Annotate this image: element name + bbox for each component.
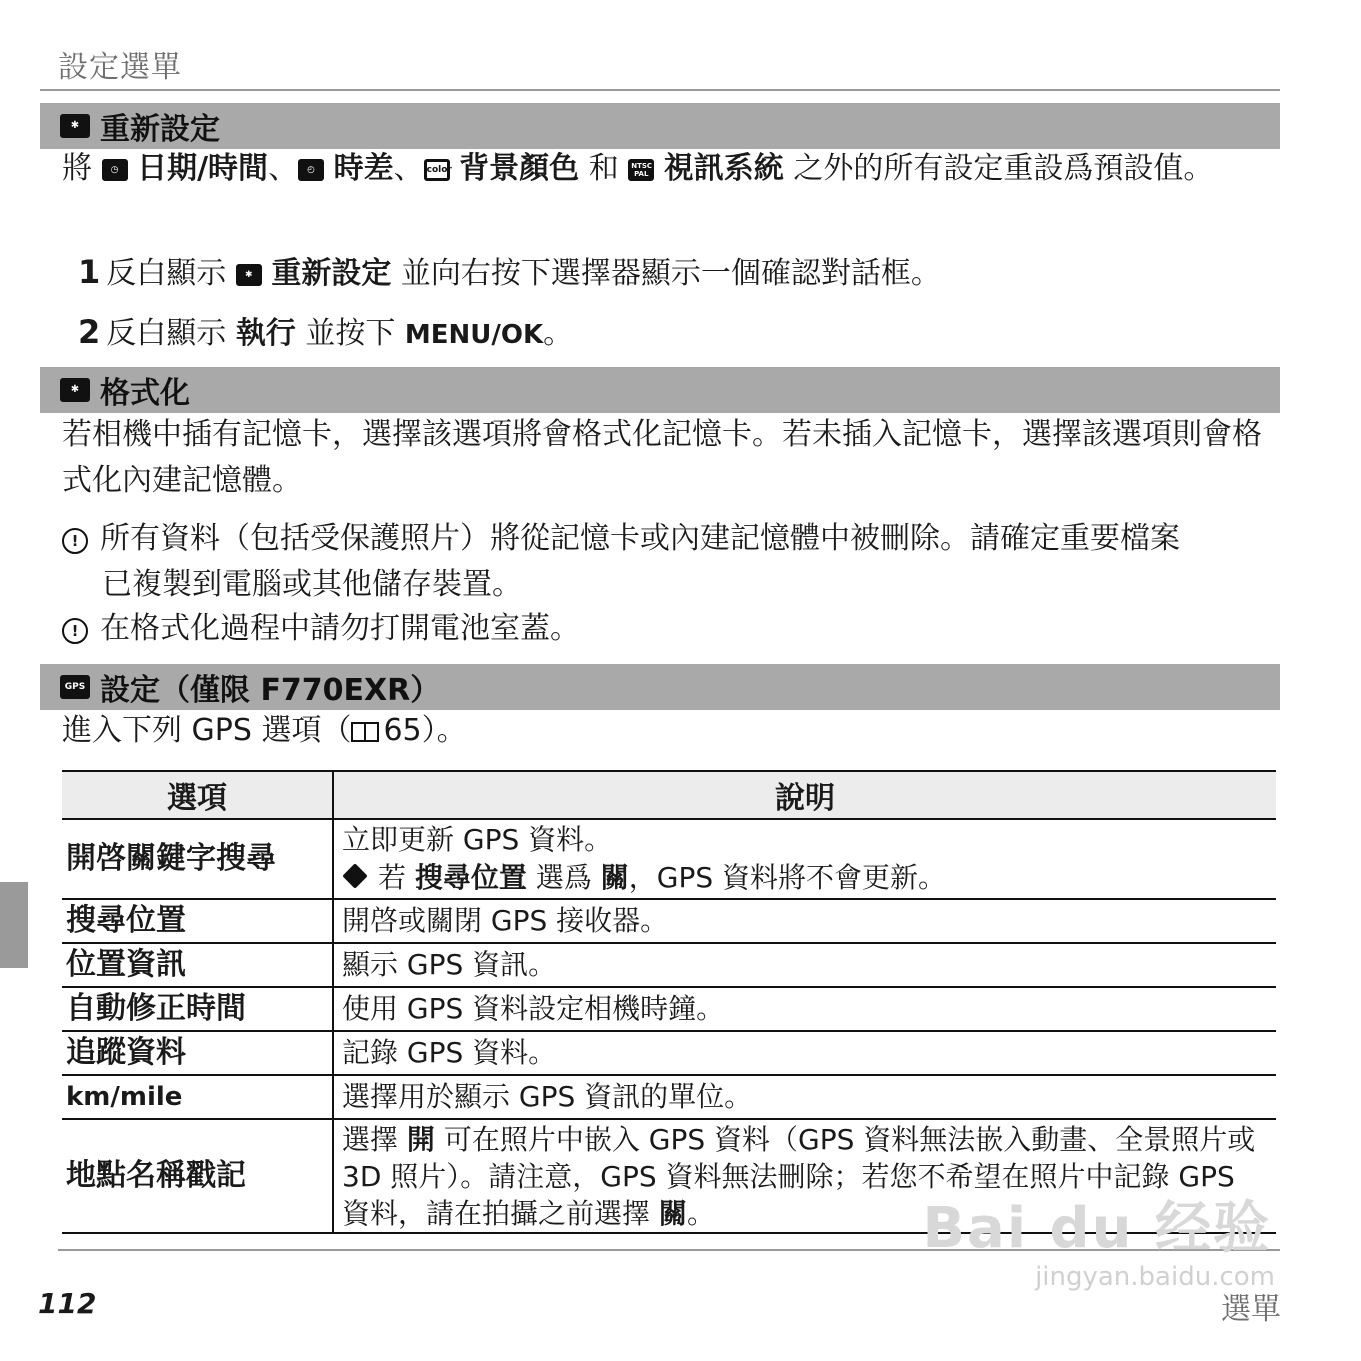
format-caution-1 [62,516,1262,608]
step-text: 並按下 [305,316,396,351]
step-number: 1 [78,253,101,291]
ntsc-pal-icon: NTSC PAL [628,159,654,181]
reset-section-title: 重新設定 [100,112,220,147]
column-header: 說明 [333,771,1276,819]
desc-prefix: 將 [62,151,92,186]
note-option: 搜尋位置 [414,861,527,894]
book-icon [351,722,379,742]
option-name: 自動修正時間 [62,987,333,1031]
gps-section-header [40,664,1280,710]
gps-description [62,708,1262,754]
table-row [62,819,1276,899]
page-number: 112 [38,1287,97,1320]
gps-options-table [62,770,1276,1234]
step-text: 反白顯示 [106,316,227,351]
step-text: 。 [543,316,574,351]
gps-desc-text: 進入下列 GPS 選項（ [62,713,352,748]
option-name: km/mile [62,1075,333,1119]
step-number: 2 [78,313,101,351]
caution-icon: ! [62,528,88,554]
item-timezone: 時差 [333,151,394,186]
option-description: 開啓或關閉 GPS 接收器。 [333,899,1276,943]
page-reference: 65 [383,713,422,748]
caution-text: 在格式化過程中請勿打開電池室蓋。 [100,611,580,646]
gps-desc-text: ）。 [421,713,467,748]
step-text: 反白顯示 [106,256,227,291]
watermark-url: jingyan.baidu.com [1035,1262,1275,1292]
clock-icon: ◷ [102,159,128,181]
description-text: 可在照片中嵌入 GPS 資料（GPS 資料無法嵌入動畫、全景照片或 3D 照片）。請注意，GPS 資料無法刪除；若您不希望在照片中記錄 GPS 資料，請在拍攝之前選擇 [342,1122,1256,1230]
description-option: 開 [406,1122,435,1156]
reset-section-header [40,103,1280,149]
footer-label: 選單 [1221,1292,1281,1327]
side-tab [0,882,28,968]
caution-icon: ! [62,618,88,644]
gps-section-title: 設定（僅限 F770EXR） [100,673,441,708]
table-row [62,987,1276,1031]
item-date-time: 日期/時間 [137,151,269,186]
reset-description [62,146,1262,192]
separator: 、 [393,151,424,186]
format-caution-2 [62,606,1262,652]
reset-icon: ✱ [60,114,90,138]
description-text: 選擇 [342,1122,399,1156]
option-name: 開啓關鍵字搜尋 [62,819,333,899]
gps-icon: GPS [60,675,90,699]
option-description: 顯示 GPS 資訊。 [333,943,1276,987]
reset-icon: ✱ [236,264,262,286]
option-description: 選擇用於顯示 GPS 資訊的單位。 [333,1075,1276,1119]
description-text: 立即更新 GPS 資料。 [342,823,613,856]
caution-text: 已複製到電腦或其他儲存裝置。 [102,567,522,602]
option-description [333,819,1276,899]
separator: 、 [268,151,299,186]
memo-note [342,859,1270,897]
step-option: 重新設定 [271,256,392,291]
format-section-header [40,367,1280,413]
option-description: 記錄 GPS 資料。 [333,1031,1276,1075]
timezone-icon: ◴ [298,159,324,181]
format-icon: ✱ [60,378,90,402]
description-option: 關 [658,1196,687,1230]
option-name: 追蹤資料 [62,1031,333,1075]
step-text: 並向右按下選擇器顯示一個確認對話框。 [400,256,941,291]
watermark-logo: Bai du 经验 [922,1196,1271,1261]
caution-text: 所有資料（包括受保護照片）將從記憶卡或內建記憶體中被刪除。請確定重要檔案 [100,521,1180,556]
memo-icon [342,863,367,888]
item-video-system: 視訊系統 [663,151,784,186]
reset-step-1 [78,252,941,294]
column-header: 選項 [62,771,333,819]
option-name: 位置資訊 [62,943,333,987]
and-text: 和 [588,151,619,186]
table-header-row [62,771,1276,819]
table-row [62,1031,1276,1075]
desc-suffix: 之外的所有設定重設爲預設值。 [793,151,1214,186]
note-option: 關 [600,861,629,894]
option-description: 使用 GPS 資料設定相機時鐘。 [333,987,1276,1031]
note-text: ，GPS 資料將不會更新。 [628,861,947,894]
format-section-title: 格式化 [100,376,190,411]
option-name: 地點名稱戳記 [62,1119,333,1233]
table-row [62,1075,1276,1119]
step-option: 執行 [235,316,296,351]
table-row [62,899,1276,943]
table-row [62,943,1276,987]
color-icon: color [424,159,450,181]
note-text: 選爲 [535,861,592,894]
menu-ok-key: MENU/OK [404,320,544,350]
description-text: 。 [686,1196,715,1230]
option-name: 搜尋位置 [62,899,333,943]
format-description: 若相機中插有記憶卡，選擇該選項將會格式化記憶卡。若未插入記憶卡，選擇該選項則會格式化內建記憶體。 [62,417,1262,498]
item-background-color: 背景顏色 [459,151,580,186]
top-rule [40,89,1280,91]
running-head: 設定選單 [58,50,182,85]
reset-step-2 [78,312,573,355]
note-text: 若 [378,861,407,894]
